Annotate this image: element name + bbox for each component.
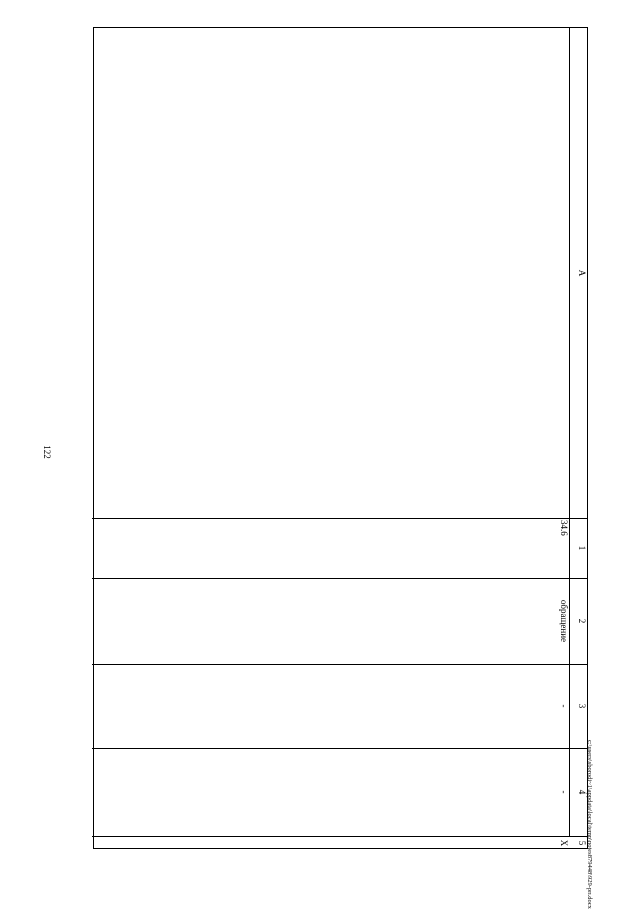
row-code-1: 34.6 <box>559 520 569 536</box>
col-head-2: 2 <box>569 578 587 664</box>
col-divider-a-1 <box>92 518 587 519</box>
row-c4-1: - <box>559 790 569 794</box>
col-divider-1-2 <box>92 578 587 579</box>
data-table <box>93 27 588 849</box>
page-number: 122 <box>42 445 52 459</box>
row-c3-1: - <box>559 704 569 708</box>
col-divider-3-4 <box>92 748 587 749</box>
col-head-a: A <box>569 28 587 518</box>
col-head-4: 4 <box>569 748 587 836</box>
col-divider-4-5 <box>92 836 587 837</box>
col-head-1: 1 <box>569 518 587 578</box>
footer-path: c:\users\sborodi~1\appdata\local\temp\notes879448\929-рп.docx <box>586 740 593 909</box>
col-head-5: 5 <box>577 840 587 846</box>
row-name-1: обращение <box>559 599 569 643</box>
row-c5-1: X <box>559 839 569 847</box>
col-divider-2-3 <box>92 664 587 665</box>
col-head-3: 3 <box>569 664 587 748</box>
